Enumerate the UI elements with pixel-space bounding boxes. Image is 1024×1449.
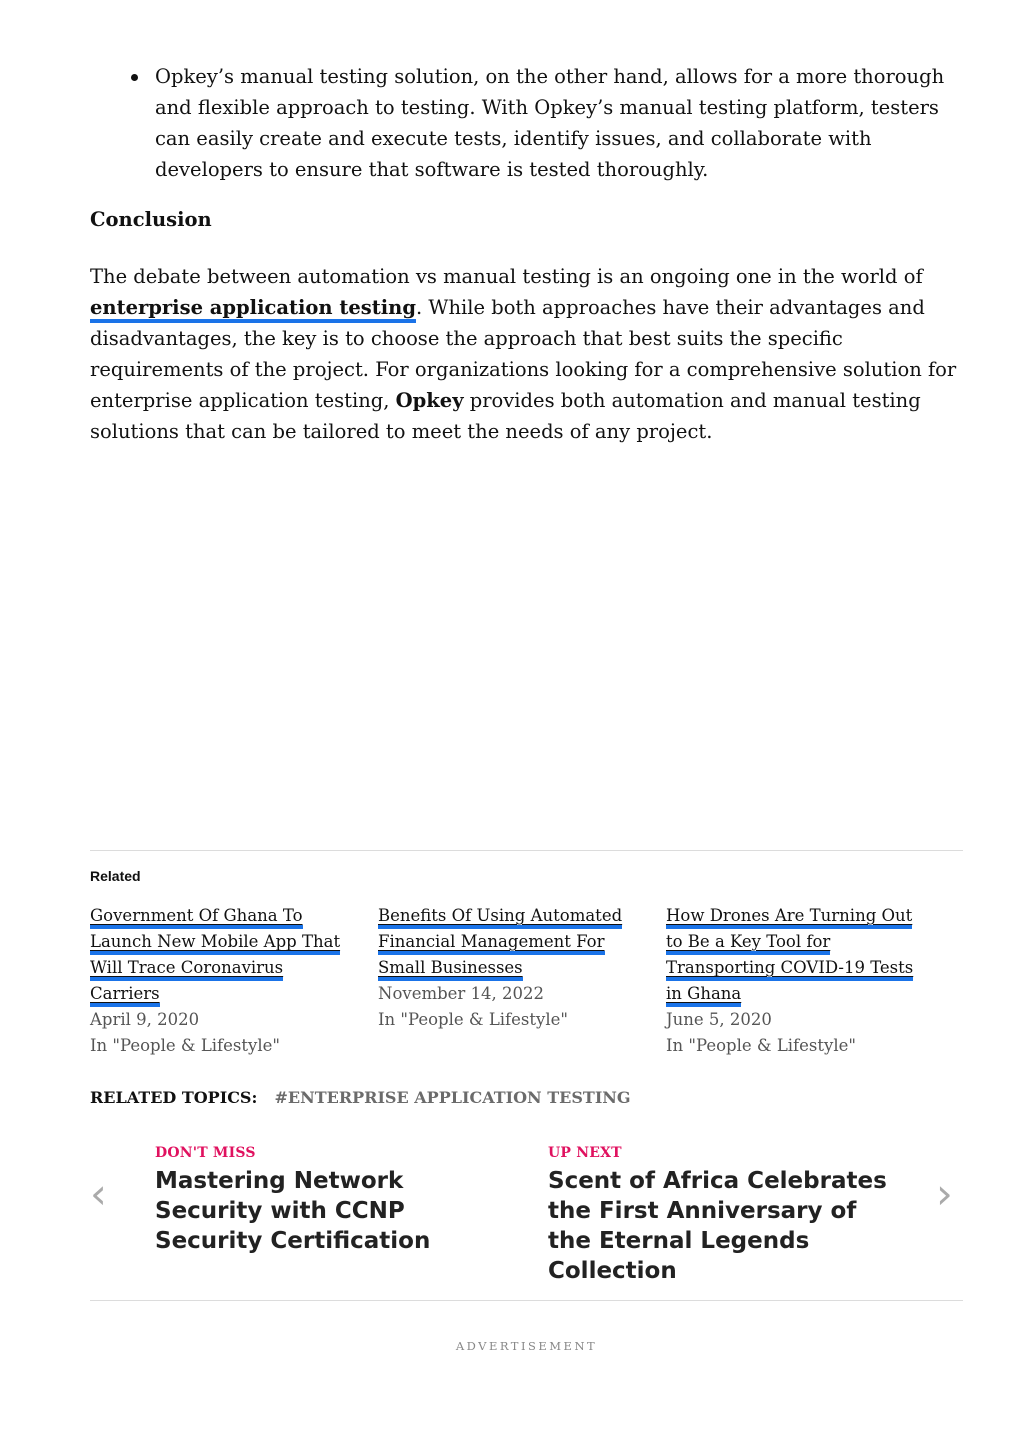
conclusion-paragraph — [90, 261, 963, 447]
prev-title[interactable]: Mastering Network Security with CCNP Security Certification — [155, 1168, 431, 1254]
divider — [90, 1300, 963, 1301]
para-text-2: . While both approaches have their advantages and disadvantages, the key is to choose the approach that best suits the specific requirements of the project. For organizations looking for a comprehensive solution for enterprise application testing, — [90, 296, 957, 412]
chevron-left-icon[interactable]: ‹ — [90, 1169, 107, 1218]
related-category: In "People & Lifestyle" — [90, 1036, 280, 1055]
related-date: June 5, 2020 — [666, 1010, 772, 1029]
prev-post[interactable] — [155, 1145, 500, 1256]
related-item — [378, 903, 643, 1033]
para-text-3: provides both automation and manual testing solutions that can be tailored to meet the needs of any project. — [90, 389, 921, 443]
related-topics-label: RELATED TOPICS: — [90, 1088, 258, 1107]
related-item — [90, 903, 355, 1059]
next-title[interactable]: Scent of Africa Celebrates the First Anniversary of the Eternal Legends Collection — [548, 1168, 887, 1284]
opkey-bold: Opkey — [395, 389, 464, 412]
enterprise-testing-link[interactable]: enterprise application testing — [90, 296, 416, 323]
advertisement-label: ADVERTISEMENT — [455, 1339, 598, 1353]
related-category: In "People & Lifestyle" — [666, 1036, 856, 1055]
next-post[interactable] — [548, 1145, 893, 1286]
next-kicker: UP NEXT — [548, 1145, 622, 1161]
related-date: November 14, 2022 — [378, 984, 545, 1003]
related-date: April 9, 2020 — [90, 1010, 200, 1029]
list-item — [90, 61, 963, 185]
related-link[interactable]: Benefits Of Using Automated Financial Management For Small Businesses — [378, 906, 622, 981]
chevron-right-icon[interactable]: › — [936, 1169, 953, 1218]
conclusion-heading: Conclusion — [90, 208, 212, 231]
related-link[interactable]: How Drones Are Turning Out to Be a Key Tool for Transporting COVID-19 Tests in Ghana — [666, 906, 913, 1007]
prev-kicker: DON'T MISS — [155, 1145, 256, 1161]
bullet-dot — [131, 74, 138, 81]
bullet-text: Opkey’s manual testing solution, on the other hand, allows for a more thorough and flexible approach to testing. With Opkey’s manual testing platform, testers can easily create and execute tests, identify issues, and collaborate with developers to ensure that software is tested thoroughly. — [155, 65, 945, 181]
divider — [90, 850, 963, 851]
related-topics — [90, 1086, 631, 1110]
related-item — [666, 903, 931, 1059]
bullet-list — [90, 61, 963, 185]
para-text-1: The debate between automation vs manual testing is an ongoing one in the world of — [90, 265, 923, 288]
related-link[interactable]: Government Of Ghana To Launch New Mobile App That Will Trace Coronavirus Carriers — [90, 906, 340, 1007]
related-category: In "People & Lifestyle" — [378, 1010, 568, 1029]
topic-tag[interactable]: #ENTERPRISE APPLICATION TESTING — [274, 1088, 631, 1107]
related-label: Related — [90, 868, 141, 884]
